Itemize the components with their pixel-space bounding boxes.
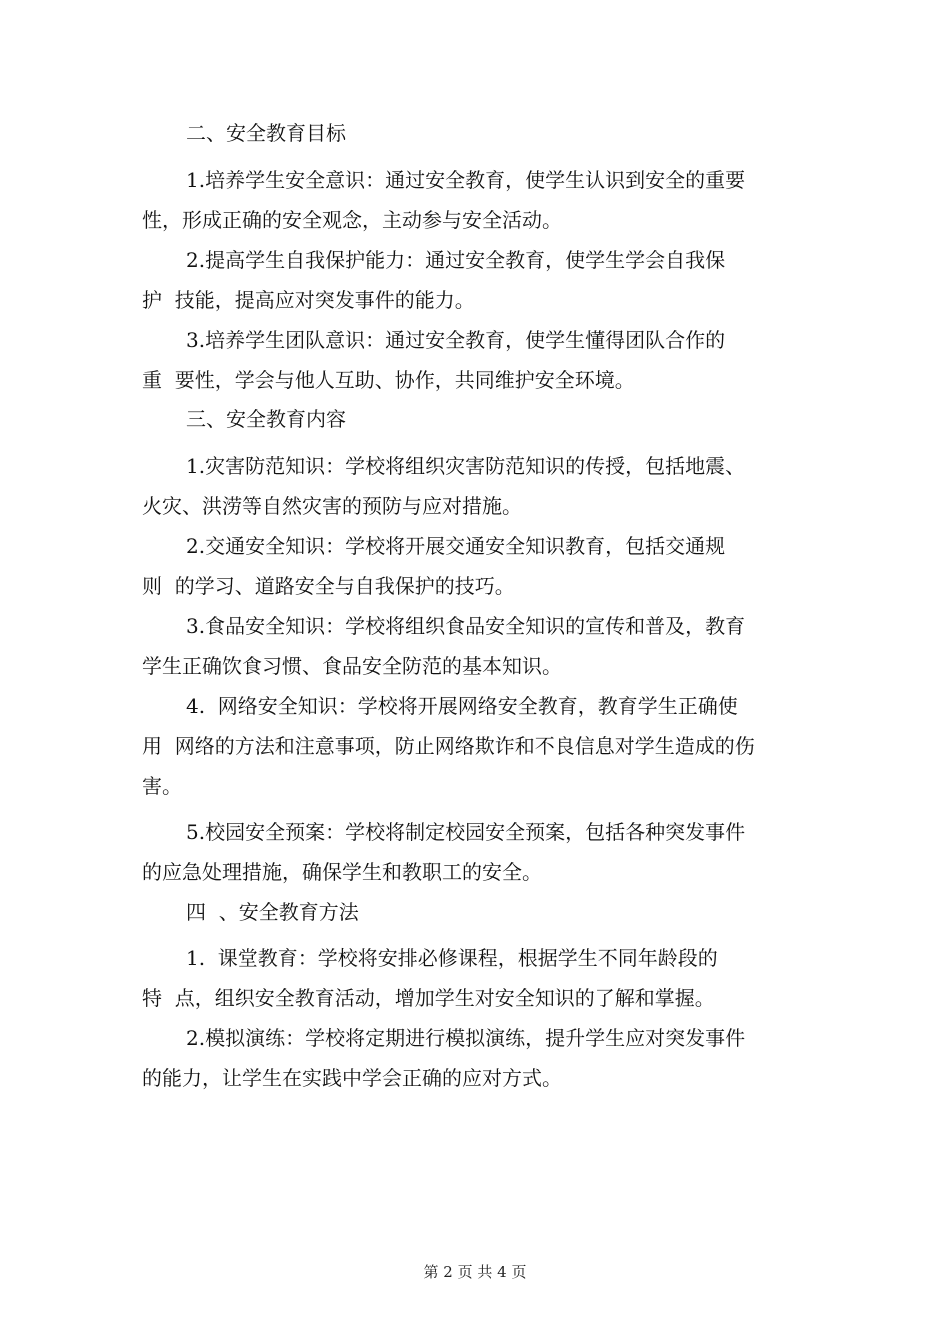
section-heading: 二、安全教育目标 — [186, 121, 346, 145]
paragraph-line: 5.校园安全预案：学校将制定校园安全预案，包括各种突发事件 — [186, 820, 746, 844]
section-heading: 三、安全教育内容 — [186, 407, 346, 431]
page-number-footer: 第 2 页 共 4 页 — [423, 1263, 527, 1281]
paragraph-line: 1.培养学生安全意识：通过安全教育，使学生认识到安全的重要 — [186, 168, 746, 192]
paragraph-line: 的能力，让学生在实践中学会正确的应对方式。 — [142, 1066, 562, 1090]
paragraph-line: 1.灾害防范知识：学校将组织灾害防范知识的传授，包括地震、 — [186, 454, 746, 478]
paragraph-line: 用 网络的方法和注意事项，防止网络欺诈和不良信息对学生造成的伤 — [142, 734, 755, 758]
paragraph-line: 学生正确饮食习惯、食品安全防范的基本知识。 — [142, 654, 562, 678]
paragraph-line: 则 的学习、道路安全与自我保护的技巧。 — [142, 574, 515, 598]
paragraph-line: 2.交通安全知识：学校将开展交通安全知识教育，包括交通规 — [186, 534, 726, 558]
paragraph-line: 火灾、洪涝等自然灾害的预防与应对措施。 — [142, 494, 522, 518]
paragraph-line: 重 要性，学会与他人互助、协作，共同维护安全环境。 — [142, 368, 635, 392]
paragraph-line: 性，形成正确的安全观念，主动参与安全活动。 — [142, 208, 562, 232]
paragraph-line: 护 技能，提高应对突发事件的能力。 — [142, 288, 475, 312]
section-heading: 四 、安全教育方法 — [186, 900, 359, 924]
paragraph-line: 3.培养学生团队意识：通过安全教育，使学生懂得团队合作的 — [186, 328, 726, 352]
paragraph-line: 1. 课堂教育：学校将安排必修课程，根据学生不同年龄段的 — [186, 946, 718, 970]
paragraph-line: 2.提高学生自我保护能力：通过安全教育，使学生学会自我保 — [186, 248, 726, 272]
paragraph-line: 4. 网络安全知识：学校将开展网络安全教育，教育学生正确使 — [186, 694, 738, 718]
paragraph-line: 特 点，组织安全教育活动，增加学生对安全知识的了解和掌握。 — [142, 986, 715, 1010]
paragraph-line: 害。 — [142, 774, 182, 798]
paragraph-line: 2.模拟演练：学校将定期进行模拟演练，提升学生应对突发事件 — [186, 1026, 746, 1050]
paragraph-line: 的应急处理措施，确保学生和教职工的安全。 — [142, 860, 542, 884]
paragraph-line: 3.食品安全知识：学校将组织食品安全知识的宣传和普及，教育 — [186, 614, 746, 638]
